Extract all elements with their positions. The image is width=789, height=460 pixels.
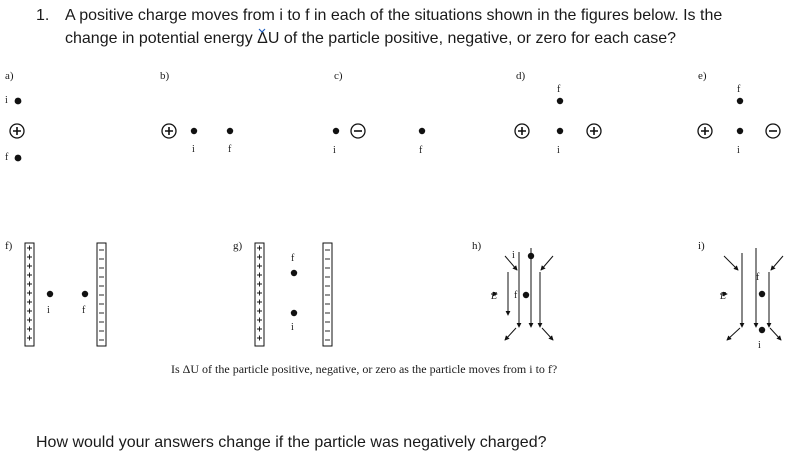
point-label-i-final: f (756, 272, 760, 283)
figure-label-i: i) (698, 240, 705, 252)
positive-charge-icon (698, 124, 712, 138)
point-label-a-final: f (5, 152, 9, 163)
figure-label-h: h) (472, 240, 482, 252)
point-label-i-initial: i (758, 340, 761, 351)
particle-final-dot (291, 270, 297, 276)
particle-final-dot (523, 292, 529, 298)
particle-initial-dot (528, 253, 534, 259)
particle-initial-dot (291, 310, 297, 316)
negative-charge-icon (351, 124, 365, 138)
field-label-h: E (491, 291, 498, 302)
particle-initial-dot (191, 128, 197, 134)
figure-g (255, 243, 332, 346)
point-label-h-final: f (514, 290, 518, 301)
positive-charge-icon (162, 124, 176, 138)
field-line-arrow (770, 328, 781, 340)
field-line-arrow (724, 256, 738, 270)
figure-caption: Is ΔU of the particle positive, negative, or zero as the particle moves from i to f? (171, 362, 558, 376)
field-line-arrow (505, 256, 517, 270)
figure-f (25, 243, 106, 346)
point-label-e-initial: i (737, 145, 740, 156)
particle-final-dot (227, 128, 233, 134)
figure-i (720, 248, 783, 340)
negative-charge-icon (766, 124, 780, 138)
figure-label-c: c) (334, 70, 343, 82)
field-line-arrow (542, 328, 553, 340)
figure-e (698, 98, 780, 138)
particle-final-dot (82, 291, 88, 297)
figure-label-b: b) (160, 70, 170, 82)
point-label-f-initial: i (47, 305, 50, 316)
point-label-b-initial: i (192, 144, 195, 155)
particle-initial-dot (333, 128, 339, 134)
positive-charge-icon (587, 124, 601, 138)
point-label-c-initial: i (333, 145, 336, 156)
particle-initial-dot (759, 327, 765, 333)
question-number: 1. (36, 7, 50, 24)
point-label-g-final: f (291, 253, 295, 264)
figure-label-g: g) (233, 240, 243, 252)
figure-c (333, 124, 425, 138)
particle-initial-dot (737, 128, 743, 134)
figure-a (10, 98, 24, 162)
particle-final-dot (419, 128, 425, 134)
point-label-h-initial: i (512, 250, 515, 261)
particle-final-dot (759, 291, 765, 297)
point-label-d-final: f (557, 84, 561, 95)
particle-initial-dot (15, 98, 22, 105)
positive-charge-icon (10, 124, 24, 138)
particle-final-dot (557, 98, 563, 104)
figure-label-a: a) (5, 70, 14, 82)
point-label-f-final: f (82, 305, 86, 316)
caret-mark (259, 29, 265, 32)
field-line-arrow (505, 328, 516, 340)
positive-charge-icon (515, 124, 529, 138)
field-line-arrow (541, 256, 553, 270)
particle-initial-dot (47, 291, 53, 297)
question-line-1: A positive charge moves from i to f in each of the situations shown in the figures below. Is the (65, 7, 723, 24)
point-label-c-final: f (419, 145, 423, 156)
field-label-i: E (720, 291, 727, 302)
figure-d (515, 98, 601, 138)
particle-final-dot (15, 155, 22, 162)
followup-question: How would your answers change if the particle was negatively charged? (36, 434, 547, 451)
figure-h (491, 248, 553, 340)
field-line-arrow (727, 328, 740, 340)
point-label-e-final: f (737, 84, 741, 95)
figure-b (162, 124, 233, 138)
particle-initial-dot (557, 128, 563, 134)
particle-final-dot (737, 98, 743, 104)
question-line-2: change in potential energy ΔU of the particle positive, negative, or zero for each case? (65, 30, 677, 47)
point-label-b-final: f (228, 144, 232, 155)
point-label-d-initial: i (557, 145, 560, 156)
figure-label-f: f) (5, 240, 13, 252)
field-line-arrow (771, 256, 783, 270)
figure-label-d: d) (516, 70, 526, 82)
point-label-g-initial: i (291, 322, 294, 333)
figure-label-e: e) (698, 70, 707, 82)
point-label-a-initial: i (5, 95, 8, 106)
